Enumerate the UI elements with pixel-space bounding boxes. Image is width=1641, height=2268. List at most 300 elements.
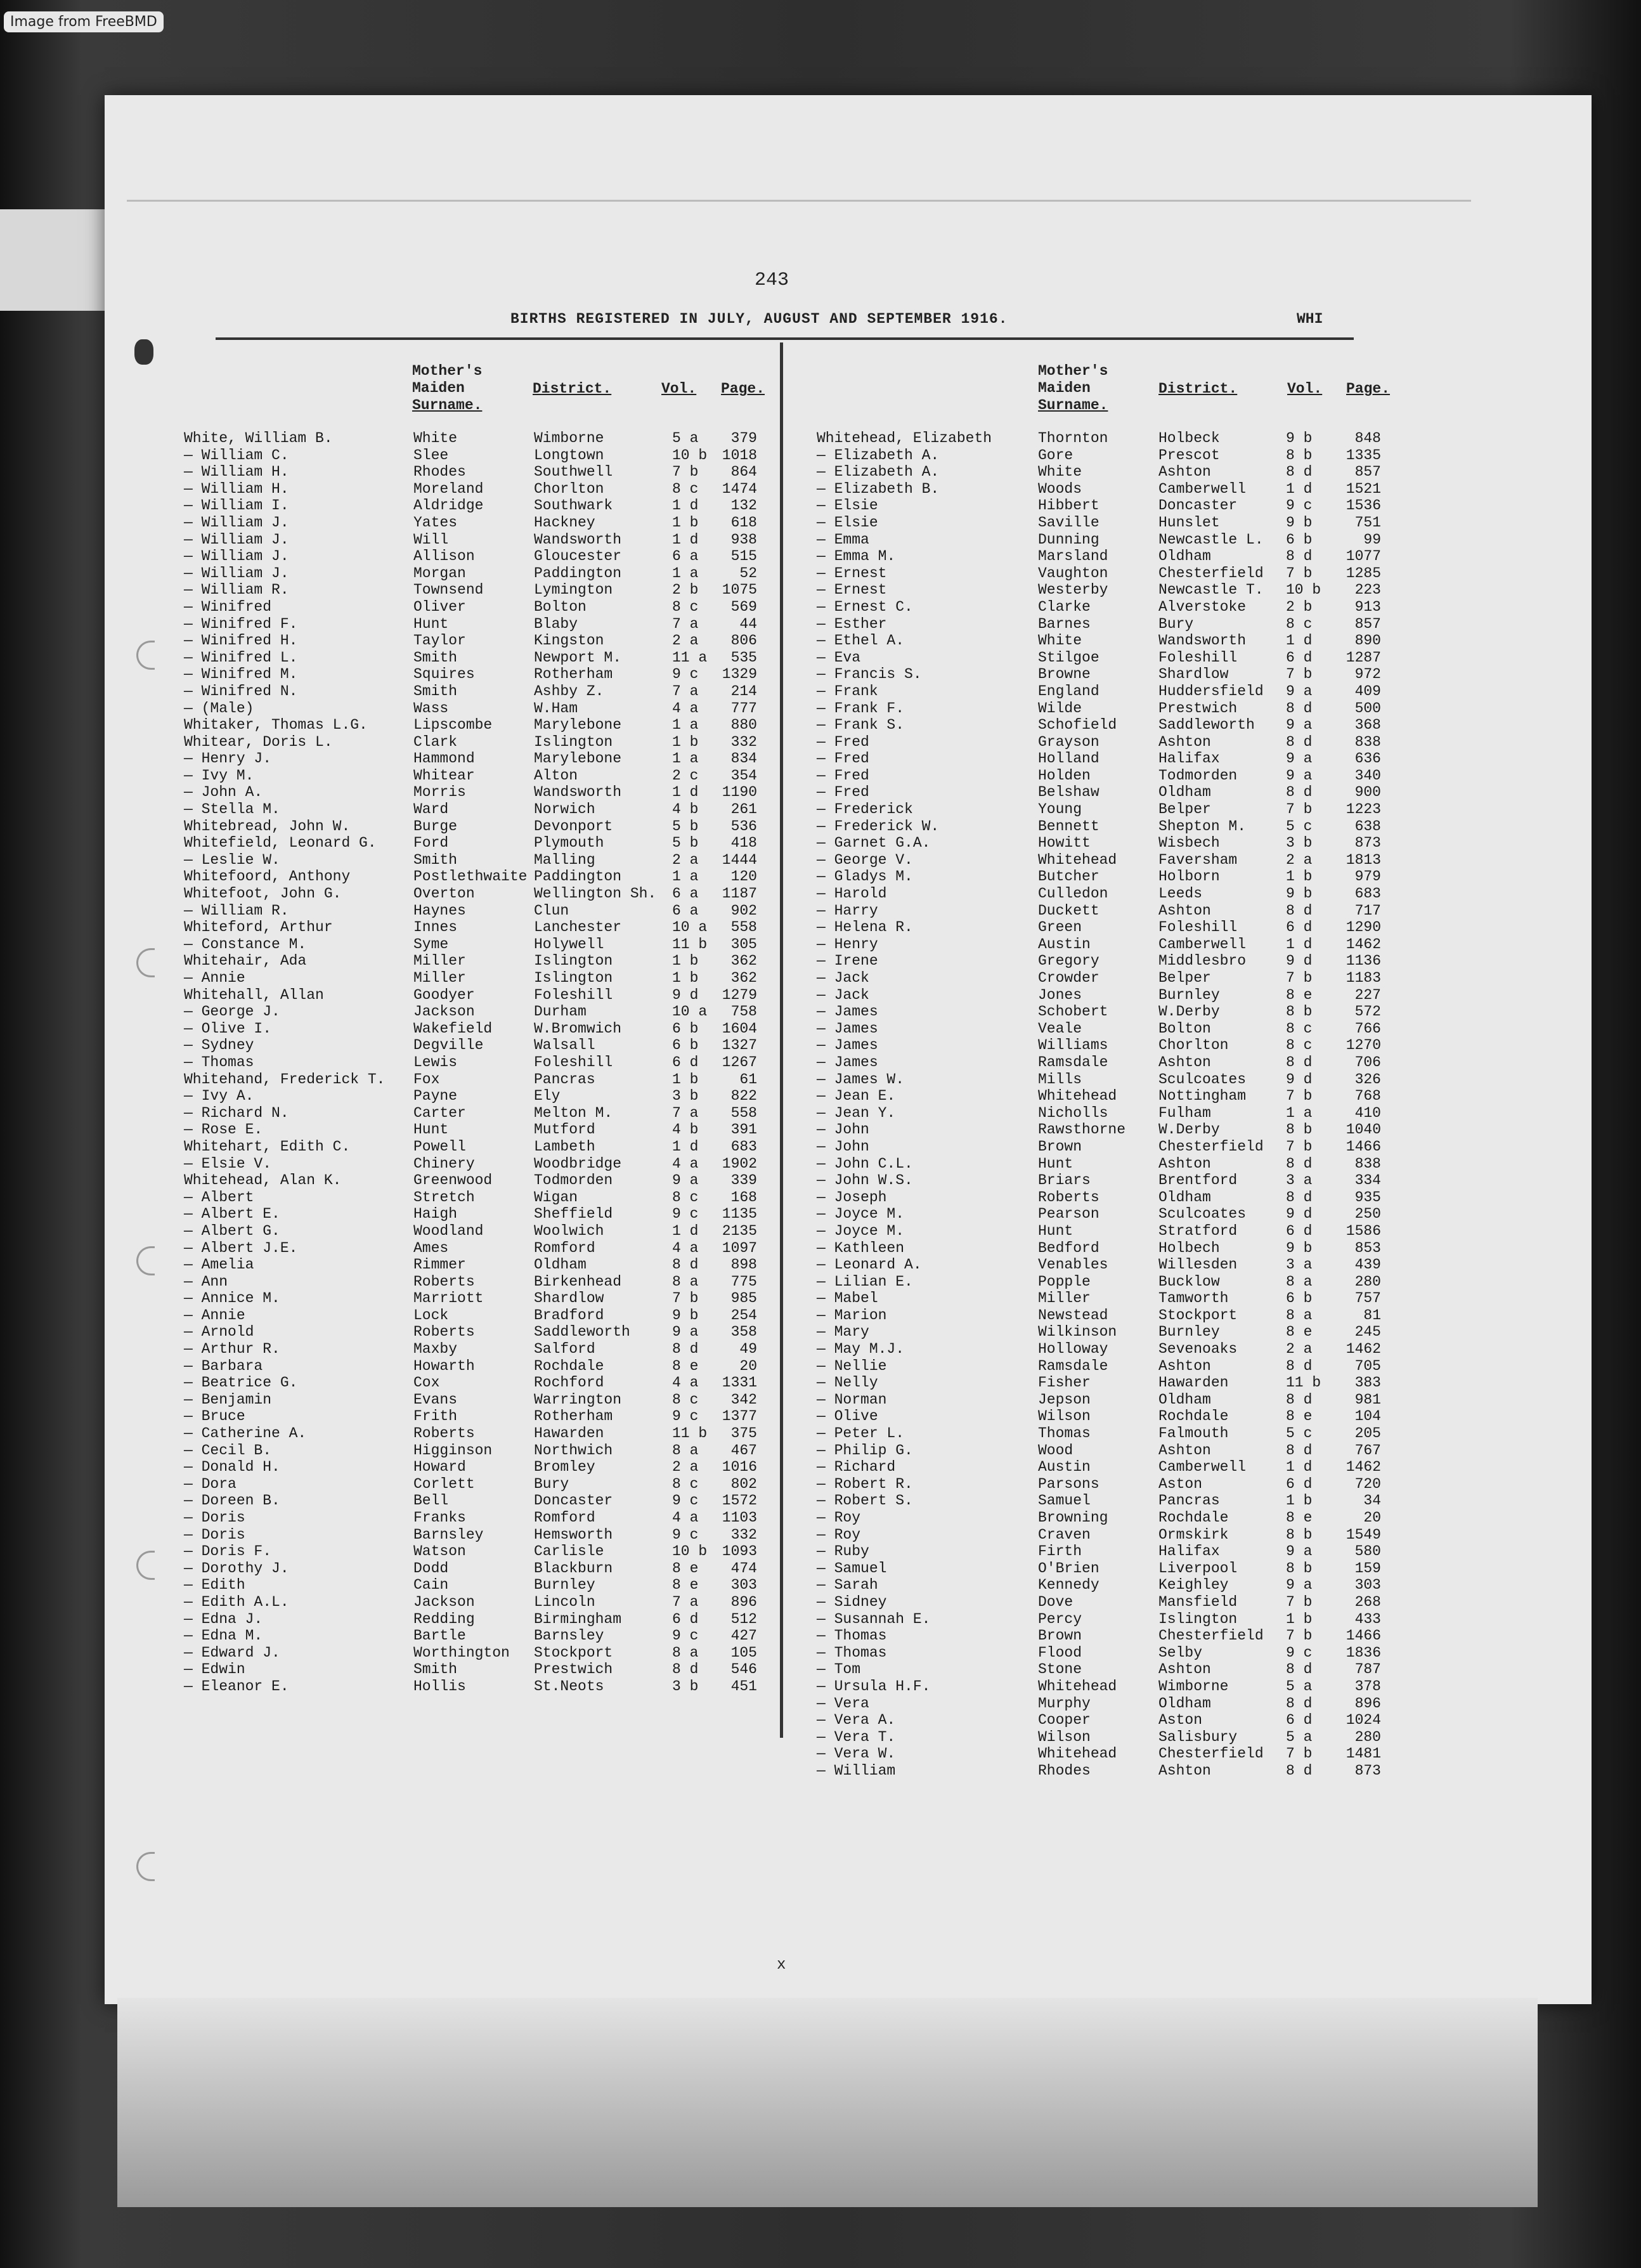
entry-name: — Roy: [817, 1526, 861, 1543]
entry-page: 378: [1354, 1678, 1381, 1695]
entry-name: — Elsie V.: [184, 1155, 272, 1172]
entry-maiden-surname: Syme: [413, 935, 449, 953]
index-entry: [817, 1729, 1406, 1746]
entry-volume: 9 c: [1286, 1644, 1313, 1661]
entry-district: Oldham: [1158, 1695, 1211, 1712]
entry-district: Norwich: [534, 801, 595, 818]
entry-volume: 9 a: [1286, 750, 1313, 767]
entry-volume: 6 d: [1286, 649, 1313, 666]
entry-volume: 6 b: [1286, 1290, 1313, 1307]
entry-maiden-surname: Briars: [1038, 1172, 1091, 1189]
entry-volume: 9 d: [1286, 1071, 1313, 1088]
index-entry: [817, 835, 1406, 852]
entry-district: Ely: [534, 1088, 561, 1105]
entry-volume: 1 b: [1286, 1610, 1313, 1627]
entry-volume: 1 a: [672, 564, 699, 582]
entry-page: 1536: [1346, 497, 1381, 514]
index-entry: [817, 1189, 1406, 1206]
entry-name: — Benjamin: [184, 1391, 272, 1408]
index-entry: [184, 1206, 774, 1223]
entry-district: Alton: [534, 767, 578, 784]
entry-page: 340: [1354, 767, 1381, 784]
entry-volume: 2 c: [672, 767, 699, 784]
entry-maiden-surname: Pearson: [1038, 1206, 1099, 1223]
page-header-left: Page.: [721, 381, 765, 397]
entry-volume: 10 b: [672, 1543, 708, 1560]
entry-maiden-surname: Degville: [413, 1037, 484, 1054]
entry-district: Shardlow: [1158, 666, 1229, 683]
entry-page: 451: [730, 1678, 757, 1695]
entry-volume: 7 b: [1286, 1627, 1313, 1645]
entry-name: — Beatrice G.: [184, 1374, 298, 1391]
entry-volume: 10 b: [1286, 582, 1321, 599]
entry-page: 1290: [1346, 919, 1381, 936]
index-entry: [817, 430, 1406, 447]
entry-maiden-surname: Roberts: [413, 1273, 475, 1290]
entry-district: Hemsworth: [534, 1526, 613, 1543]
entry-maiden-surname: Rimmer: [413, 1256, 466, 1274]
entry-maiden-surname: Craven: [1038, 1526, 1091, 1543]
entry-volume: 1 b: [1286, 1492, 1313, 1509]
entry-maiden-surname: Stretch: [413, 1189, 475, 1206]
entry-volume: 1 d: [1286, 935, 1313, 953]
entry-page: 332: [730, 733, 757, 750]
entry-volume: 1 a: [672, 717, 699, 734]
index-entry: [817, 1121, 1406, 1138]
entry-name: — Vera T.: [817, 1728, 896, 1745]
entry-name: — Ivy A.: [184, 1088, 254, 1105]
entry-name: — Thomas: [817, 1627, 887, 1645]
index-entry: [184, 1307, 774, 1324]
entry-maiden-surname: Taylor: [413, 632, 466, 649]
entry-maiden-surname: Maxby: [413, 1341, 458, 1358]
entry-maiden-surname: Roberts: [1038, 1189, 1099, 1206]
entry-maiden-surname: Dodd: [413, 1560, 449, 1577]
entry-district: Malling: [534, 851, 595, 868]
entry-page: 358: [730, 1324, 757, 1341]
entry-name: — William H.: [184, 480, 289, 497]
index-entry: [184, 1374, 774, 1391]
right-entries: [817, 430, 1406, 1780]
entry-maiden-surname: Whitehead: [1038, 1678, 1117, 1695]
entry-maiden-surname: Popple: [1038, 1273, 1091, 1290]
entry-name: — Albert E.: [184, 1206, 280, 1223]
index-entry: [817, 1611, 1406, 1628]
entry-name: — Jack: [817, 986, 869, 1003]
entry-volume: 8 a: [672, 1273, 699, 1290]
entry-page: 1521: [1346, 480, 1381, 497]
index-entry: [184, 835, 774, 852]
entry-district: Northwich: [534, 1442, 613, 1459]
entry-maiden-surname: Holland: [1038, 750, 1099, 767]
entry-volume: 9 d: [672, 986, 699, 1003]
entry-maiden-surname: Corlett: [413, 1475, 475, 1492]
entry-name: — Arthur R.: [184, 1341, 280, 1358]
index-entry: [817, 1054, 1406, 1071]
index-entry: [184, 1189, 774, 1206]
entry-district: Melton M.: [534, 1104, 613, 1121]
entry-maiden-surname: Squires: [413, 666, 475, 683]
vol-header-right: Vol.: [1287, 381, 1323, 397]
entry-volume: 1 b: [672, 953, 699, 970]
entry-name: — Edwin: [184, 1661, 245, 1678]
index-entry: [184, 582, 774, 599]
entry-volume: 7 b: [1286, 1088, 1313, 1105]
index-entry: [817, 1324, 1406, 1341]
entry-page: 245: [1354, 1324, 1381, 1341]
entry-district: Leeds: [1158, 885, 1203, 903]
entry-volume: 8 a: [1286, 1273, 1313, 1290]
entry-name: — Elizabeth B.: [817, 480, 940, 497]
entry-name: — Olive I.: [184, 1020, 272, 1037]
entry-name: — Annie: [184, 970, 245, 986]
entry-name: — John W.S.: [817, 1172, 913, 1189]
entry-maiden-surname: Samuel: [1038, 1492, 1091, 1509]
entry-district: Clun: [534, 902, 569, 919]
entry-district: Doncaster: [534, 1492, 613, 1509]
entry-maiden-surname: Gregory: [1038, 953, 1099, 970]
entry-district: Foleshill: [534, 1053, 613, 1071]
entry-name: — Mary: [817, 1324, 869, 1341]
entry-maiden-surname: Wakefield: [413, 1020, 493, 1037]
entry-district: Ashton: [1158, 733, 1211, 750]
entry-volume: 11 b: [1286, 1374, 1321, 1391]
entry-volume: 1 d: [1286, 480, 1313, 497]
entry-district: Middlesbro: [1158, 953, 1247, 970]
entry-district: Falmouth: [1158, 1425, 1229, 1442]
entry-volume: 7 b: [1286, 970, 1313, 986]
entry-page: 410: [1354, 1104, 1381, 1121]
entry-page: 1097: [722, 1239, 757, 1256]
index-entry: [817, 497, 1406, 514]
index-entry: [817, 1712, 1406, 1729]
index-entry: [184, 1121, 774, 1138]
entry-name: — William J.: [184, 531, 289, 548]
index-entry: [184, 683, 774, 700]
entry-maiden-surname: Cooper: [1038, 1712, 1091, 1729]
entry-maiden-surname: Barnes: [1038, 615, 1091, 632]
entry-volume: 9 b: [1286, 430, 1313, 446]
entry-district: Selby: [1158, 1644, 1203, 1661]
entry-name: — Edna M.: [184, 1627, 263, 1645]
entry-volume: 7 a: [672, 1104, 699, 1121]
index-entry: [817, 1374, 1406, 1391]
entry-volume: 8 b: [1286, 1121, 1313, 1138]
entry-volume: 9 b: [1286, 514, 1313, 531]
entry-volume: 1 d: [1286, 632, 1313, 649]
entry-volume: 2 a: [672, 851, 699, 868]
index-entry: [184, 649, 774, 667]
entry-district: Camberwell: [1158, 1459, 1247, 1476]
entry-maiden-surname: Smith: [413, 649, 458, 666]
entry-name: — Frederick W.: [817, 818, 940, 835]
entry-district: Holbeck: [1158, 430, 1220, 446]
entry-page: 52: [739, 564, 757, 582]
index-entry: [184, 987, 774, 1004]
entry-page: 705: [1354, 1357, 1381, 1374]
entry-district: Hunslet: [1158, 514, 1220, 531]
entry-page: 379: [730, 430, 757, 446]
entry-district: Sculcoates: [1158, 1071, 1247, 1088]
entry-page: 81: [1363, 1307, 1381, 1324]
index-entry: [817, 649, 1406, 667]
entry-district: Chesterfield: [1158, 564, 1264, 582]
entry-name: — Leslie W.: [184, 851, 280, 868]
entry-district: Sculcoates: [1158, 1206, 1247, 1223]
index-entry: [817, 464, 1406, 481]
entry-maiden-surname: Schobert: [1038, 1003, 1108, 1020]
entry-page: 767: [1354, 1442, 1381, 1459]
entry-volume: 8 d: [1286, 1155, 1313, 1172]
index-entry: [184, 531, 774, 549]
entry-page: 205: [1354, 1425, 1381, 1442]
entry-maiden-surname: Woods: [1038, 480, 1082, 497]
index-entry: [184, 1459, 774, 1476]
entry-district: Bolton: [534, 598, 587, 615]
entry-maiden-surname: Payne: [413, 1088, 458, 1105]
entry-volume: 8 c: [672, 1391, 699, 1408]
index-entry: [184, 818, 774, 835]
entry-district: Liverpool: [1158, 1560, 1238, 1577]
entry-maiden-surname: Smith: [413, 1661, 458, 1678]
entry-maiden-surname: Whitehead: [1038, 1088, 1117, 1105]
entry-maiden-surname: Miller: [413, 953, 466, 970]
index-entry: [817, 548, 1406, 565]
index-entry: [184, 1071, 774, 1088]
entry-volume: 1 b: [672, 514, 699, 531]
index-entry: [184, 1527, 774, 1544]
entry-page: 375: [730, 1425, 757, 1442]
entry-maiden-surname: Ramsdale: [1038, 1053, 1108, 1071]
entry-name: — James W.: [817, 1071, 905, 1088]
index-entry: [184, 1391, 774, 1409]
entry-maiden-surname: Hunt: [1038, 1155, 1073, 1172]
entry-page: 853: [1354, 1239, 1381, 1256]
entry-name: — Eva: [817, 649, 861, 666]
entry-maiden-surname: Burge: [413, 818, 458, 835]
entry-district: Willesden: [1158, 1256, 1238, 1274]
entry-page: 802: [730, 1475, 757, 1492]
entry-volume: 7 b: [1286, 1138, 1313, 1155]
entry-district: Gloucester: [534, 548, 622, 565]
entry-volume: 9 a: [1286, 682, 1313, 700]
entry-name: — Nelly: [817, 1374, 878, 1391]
entry-district: Rotherham: [534, 1408, 613, 1425]
entry-maiden-surname: Aldridge: [413, 497, 484, 514]
entry-district: Brentford: [1158, 1172, 1238, 1189]
entry-maiden-surname: Clark: [413, 733, 458, 750]
index-entry: [817, 1678, 1406, 1695]
entry-maiden-surname: Butcher: [1038, 868, 1099, 885]
entry-volume: 11 b: [672, 935, 708, 953]
entry-maiden-surname: Browne: [1038, 666, 1091, 683]
entry-maiden-surname: Overton: [413, 885, 475, 903]
entry-name: — Garnet G.A.: [817, 835, 931, 852]
entry-district: Stockport: [534, 1644, 613, 1661]
entry-name: — Ernest: [817, 582, 887, 599]
entry-district: Prescot: [1158, 446, 1220, 464]
entry-page: 339: [730, 1172, 757, 1189]
entry-page: 1586: [1346, 1222, 1381, 1239]
entry-district: Hawarden: [1158, 1374, 1229, 1391]
entry-maiden-surname: Smith: [413, 851, 458, 868]
index-entry: [184, 1256, 774, 1274]
entry-maiden-surname: Lock: [413, 1307, 449, 1324]
index-entry: [817, 750, 1406, 767]
entry-volume: 8 d: [672, 1661, 699, 1678]
entry-volume: 8 c: [672, 598, 699, 615]
entry-page: 515: [730, 548, 757, 565]
entry-name: — George J.: [184, 1003, 280, 1020]
entry-maiden-surname: Higginson: [413, 1442, 493, 1459]
entry-name: — Robert S.: [817, 1492, 913, 1509]
header-rule: [216, 337, 1354, 340]
entry-name: — Peter L.: [817, 1425, 905, 1442]
index-entry: [817, 565, 1406, 582]
index-entry: [817, 767, 1406, 785]
index-entry: [817, 987, 1406, 1004]
index-entry: [817, 903, 1406, 920]
entry-page: 342: [730, 1391, 757, 1408]
entry-volume: 9 d: [1286, 1206, 1313, 1223]
entry-district: Ashton: [1158, 1762, 1211, 1779]
entry-volume: 8 c: [1286, 615, 1313, 632]
entry-name: Whitefield, Leonard G.: [184, 835, 377, 852]
index-entry: [817, 599, 1406, 616]
entry-name: — Ursula H.F.: [817, 1678, 931, 1695]
entry-district: Durham: [534, 1003, 587, 1020]
entry-district: Pancras: [534, 1071, 595, 1088]
entry-district: Islington: [534, 953, 613, 970]
entry-name: White, William B.: [184, 430, 333, 446]
index-entry: [817, 1156, 1406, 1173]
entry-name: — William J.: [184, 564, 289, 582]
entry-maiden-surname: Bedford: [1038, 1239, 1099, 1256]
entry-name: — Edith: [184, 1577, 245, 1594]
entry-name: — Annice M.: [184, 1290, 280, 1307]
entry-name: — Sarah: [817, 1577, 878, 1594]
entry-volume: 3 b: [672, 1088, 699, 1105]
entry-page: 427: [730, 1627, 757, 1645]
entry-district: Oldham: [534, 1256, 587, 1274]
entry-district: Lincoln: [534, 1593, 595, 1610]
entry-name: — Leonard A.: [817, 1256, 922, 1274]
entry-page: 1279: [722, 986, 757, 1003]
index-entry: [817, 1037, 1406, 1054]
entry-volume: 4 a: [672, 700, 699, 717]
page-number: 243: [755, 270, 789, 291]
entry-district: Chesterfield: [1158, 1745, 1264, 1763]
entry-maiden-surname: Goodyer: [413, 986, 475, 1003]
entry-name: — Elsie: [817, 497, 878, 514]
entry-name: — Constance M.: [184, 935, 307, 953]
entry-page: 777: [730, 700, 757, 717]
entry-page: 1136: [1346, 953, 1381, 970]
index-entry: [817, 1105, 1406, 1122]
entry-page: 20: [739, 1357, 757, 1374]
entry-name: — Stella M.: [184, 801, 280, 818]
entry-volume: 8 b: [1286, 1526, 1313, 1543]
entry-name: — Vera: [817, 1695, 869, 1712]
entry-page: 391: [730, 1121, 757, 1138]
entry-page: 1075: [722, 582, 757, 599]
entry-volume: 8 e: [1286, 986, 1313, 1003]
entry-name: — Marion: [817, 1307, 887, 1324]
entry-district: Southwark: [534, 497, 613, 514]
entry-maiden-surname: Evans: [413, 1391, 458, 1408]
entry-name: — Robert R.: [817, 1475, 913, 1492]
entry-volume: 6 a: [672, 885, 699, 903]
entry-volume: 1 d: [672, 1222, 699, 1239]
entry-district: Bolton: [1158, 1020, 1211, 1037]
entry-maiden-surname: Franks: [413, 1509, 466, 1526]
entry-volume: 9 a: [1286, 767, 1313, 784]
entry-page: 1040: [1346, 1121, 1381, 1138]
entry-page: 1481: [1346, 1745, 1381, 1763]
entry-volume: 8 d: [1286, 902, 1313, 919]
entry-district: Longtown: [534, 446, 604, 464]
entry-maiden-surname: Redding: [413, 1610, 475, 1627]
left-entries: [184, 430, 774, 1695]
index-entry: [817, 1071, 1406, 1088]
entry-maiden-surname: O'Brien: [1038, 1560, 1099, 1577]
entry-volume: 4 a: [672, 1239, 699, 1256]
entry-name: — Fred: [817, 733, 869, 750]
entry-name: — William I.: [184, 497, 289, 514]
page-title: BIRTHS REGISTERED IN JULY, AUGUST AND SEPTEMBER 1916.: [510, 311, 1008, 327]
entry-maiden-surname: England: [1038, 682, 1099, 700]
entry-volume: 4 a: [672, 1155, 699, 1172]
entry-volume: 9 a: [1286, 717, 1313, 734]
entry-maiden-surname: Ford: [413, 835, 449, 852]
entry-district: Blackburn: [534, 1560, 613, 1577]
entry-maiden-surname: Chinery: [413, 1155, 475, 1172]
entry-name: — Albert J.E.: [184, 1239, 298, 1256]
entry-page: 834: [730, 750, 757, 767]
entry-district: Newport M.: [534, 649, 622, 666]
district-header-right: District.: [1158, 381, 1238, 397]
index-entry: [817, 1138, 1406, 1156]
entry-name: — Elizabeth A.: [817, 464, 940, 481]
entry-maiden-surname: Bell: [413, 1492, 449, 1509]
entry-district: Holborn: [1158, 868, 1220, 885]
entry-volume: 6 d: [672, 1610, 699, 1627]
entry-district: Halifax: [1158, 1543, 1220, 1560]
index-entry: [817, 885, 1406, 903]
entry-page: 1902: [722, 1155, 757, 1172]
entry-page: 332: [730, 1526, 757, 1543]
entry-name: — William R.: [184, 582, 289, 599]
index-entry: [817, 801, 1406, 818]
entry-name: — Doris: [184, 1526, 245, 1543]
entry-page: 1018: [722, 446, 757, 464]
index-entry: [817, 1003, 1406, 1020]
entry-name: — James: [817, 1037, 878, 1054]
entry-maiden-surname: Culledon: [1038, 885, 1108, 903]
index-entry: [184, 514, 774, 531]
index-entry: [817, 953, 1406, 970]
entry-page: 223: [1354, 582, 1381, 599]
index-entry: [184, 464, 774, 481]
entry-volume: 8 e: [672, 1560, 699, 1577]
entry-maiden-surname: Marriott: [413, 1290, 484, 1307]
entry-volume: 4 a: [672, 1374, 699, 1391]
entry-volume: 2 a: [672, 1459, 699, 1476]
entry-maiden-surname: Miller: [1038, 1290, 1091, 1307]
entry-page: 1836: [1346, 1644, 1381, 1661]
entry-maiden-surname: Slee: [413, 446, 449, 464]
entry-page: 409: [1354, 682, 1381, 700]
